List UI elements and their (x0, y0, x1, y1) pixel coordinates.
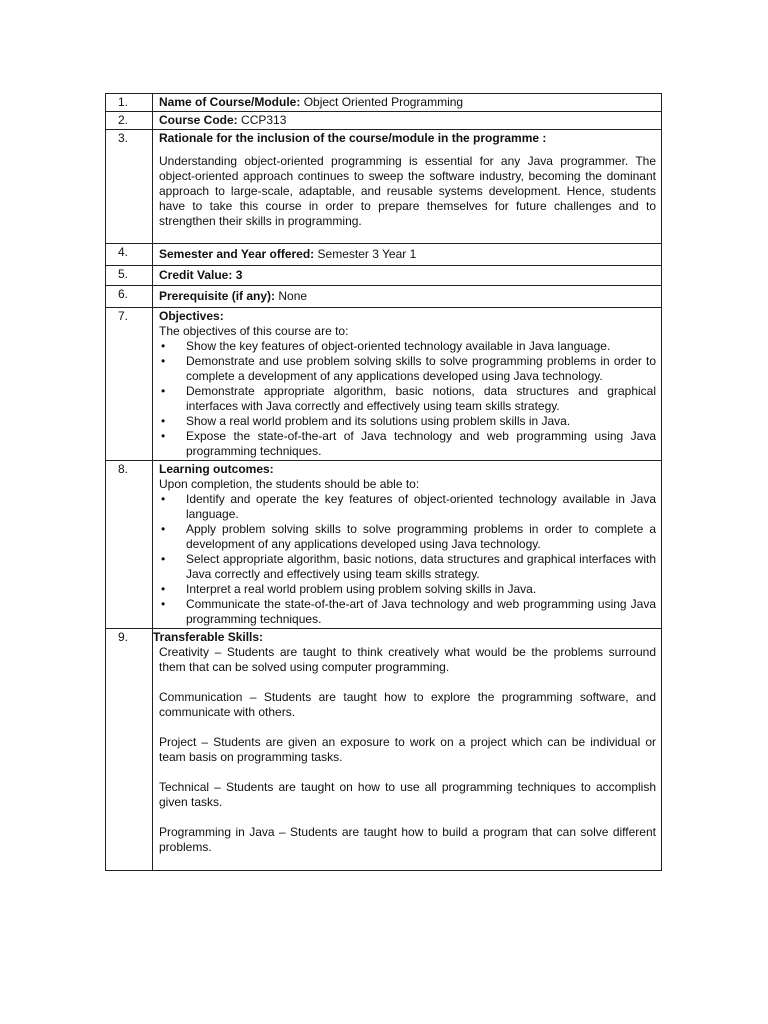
row-content (153, 629, 662, 871)
field-label: Name of Course/Module: (159, 95, 301, 109)
field-label: Semester and Year offered: (159, 247, 315, 261)
list-item: • Show the key features of object-oriented technology available in Java language. (159, 339, 656, 354)
row-content (153, 130, 662, 244)
list-item: • Demonstrate and use problem solving skills to solve programming problems in order to complete a development of any applications developed using Java technology. (159, 354, 656, 384)
field-value: Semester 3 Year 1 (317, 247, 417, 261)
row-number: 9. (106, 629, 153, 871)
field-value: Object Oriented Programming (303, 95, 464, 109)
row-course-name (106, 94, 662, 112)
field-label: Rationale for the inclusion of the course/module in the programme : (159, 131, 547, 145)
skill-paragraph: Creativity – Students are taught to think creatively what would be the problems surround them that can be solved using computer programming. (159, 645, 656, 674)
field-label: Learning outcomes: (159, 462, 274, 476)
list-item: • Select appropriate algorithm, basic notions, data structures and graphical interfaces with Java correctly and effectively using team skills strategy. (159, 552, 656, 582)
field-label: Prerequisite (if any): (159, 289, 276, 303)
row-content (153, 94, 662, 112)
row-number: 6. (106, 286, 153, 308)
list-item: • Communicate the state-of-the-art of Java technology and web programming using Java programming techniques. (159, 597, 656, 627)
row-learning-outcomes (106, 461, 662, 629)
list-item: • Show a real world problem and its solutions using problem skills in Java. (159, 414, 656, 429)
field-label: Transferable Skills: (153, 630, 264, 644)
field-label: Objectives: (159, 309, 224, 323)
list-item: • Expose the state-of-the-art of Java technology and web programming using Java programming techniques. (159, 429, 656, 459)
objectives-intro: The objectives of this course are to: (159, 324, 349, 338)
row-course-code (106, 112, 662, 130)
row-prerequisite (106, 286, 662, 308)
row-rationale (106, 130, 662, 244)
skill-paragraph: Programming in Java – Students are taught how to build a program that can solve different problems. (159, 825, 656, 854)
row-credit (106, 266, 662, 286)
skill-paragraph: Project – Students are given an exposure to work on a project which can be individual or team basis on programming tasks. (159, 735, 656, 764)
list-item: • Apply problem solving skills to solve programming problems in order to complete a development of any applications developed using Java technology. (159, 522, 656, 552)
outcomes-list (159, 492, 656, 627)
row-number: 2. (106, 112, 153, 130)
row-number: 5. (106, 266, 153, 286)
skill-paragraph: Technical – Students are taught on how to use all programming techniques to accomplish given tasks. (159, 780, 656, 809)
row-number: 3. (106, 130, 153, 244)
row-number: 1. (106, 94, 153, 112)
row-number: 7. (106, 308, 153, 461)
row-content (153, 286, 662, 308)
row-content (153, 266, 662, 286)
list-item: • Interpret a real world problem using problem solving skills in Java. (159, 582, 656, 597)
skill-paragraph: Communication – Students are taught how to explore the programming software, and communicate with others. (159, 690, 656, 719)
row-content (153, 461, 662, 629)
field-value: None (278, 289, 308, 303)
row-number: 4. (106, 244, 153, 266)
row-semester (106, 244, 662, 266)
row-number: 8. (106, 461, 153, 629)
field-value: CCP313 (241, 113, 287, 127)
rationale-text: Understanding object-oriented programming is essential for any Java programmer. The object-oriented approach continues to sweep the software industry, becoming the dominant approach to large-scale, adaptable, and reusable systems development. Hence, students have to take this course in order to prepare themselves for future challenges and to strengthen their skills in programming. (159, 154, 656, 228)
outcomes-intro: Upon completion, the students should be able to: (159, 477, 420, 491)
list-item: • Demonstrate appropriate algorithm, basic notions, data structures and graphical interfaces with Java correctly and effectively using team skills strategy. (159, 384, 656, 414)
list-item: • Identify and operate the key features of object-oriented technology available in Java language. (159, 492, 656, 522)
objectives-list (159, 339, 656, 459)
course-info-table (105, 93, 662, 871)
row-content (153, 308, 662, 461)
row-transferable-skills (106, 629, 662, 871)
row-objectives (106, 308, 662, 461)
field-label: Credit Value: 3 (159, 268, 243, 282)
row-content (153, 112, 662, 130)
field-label: Course Code: (159, 113, 238, 127)
row-content (153, 244, 662, 266)
